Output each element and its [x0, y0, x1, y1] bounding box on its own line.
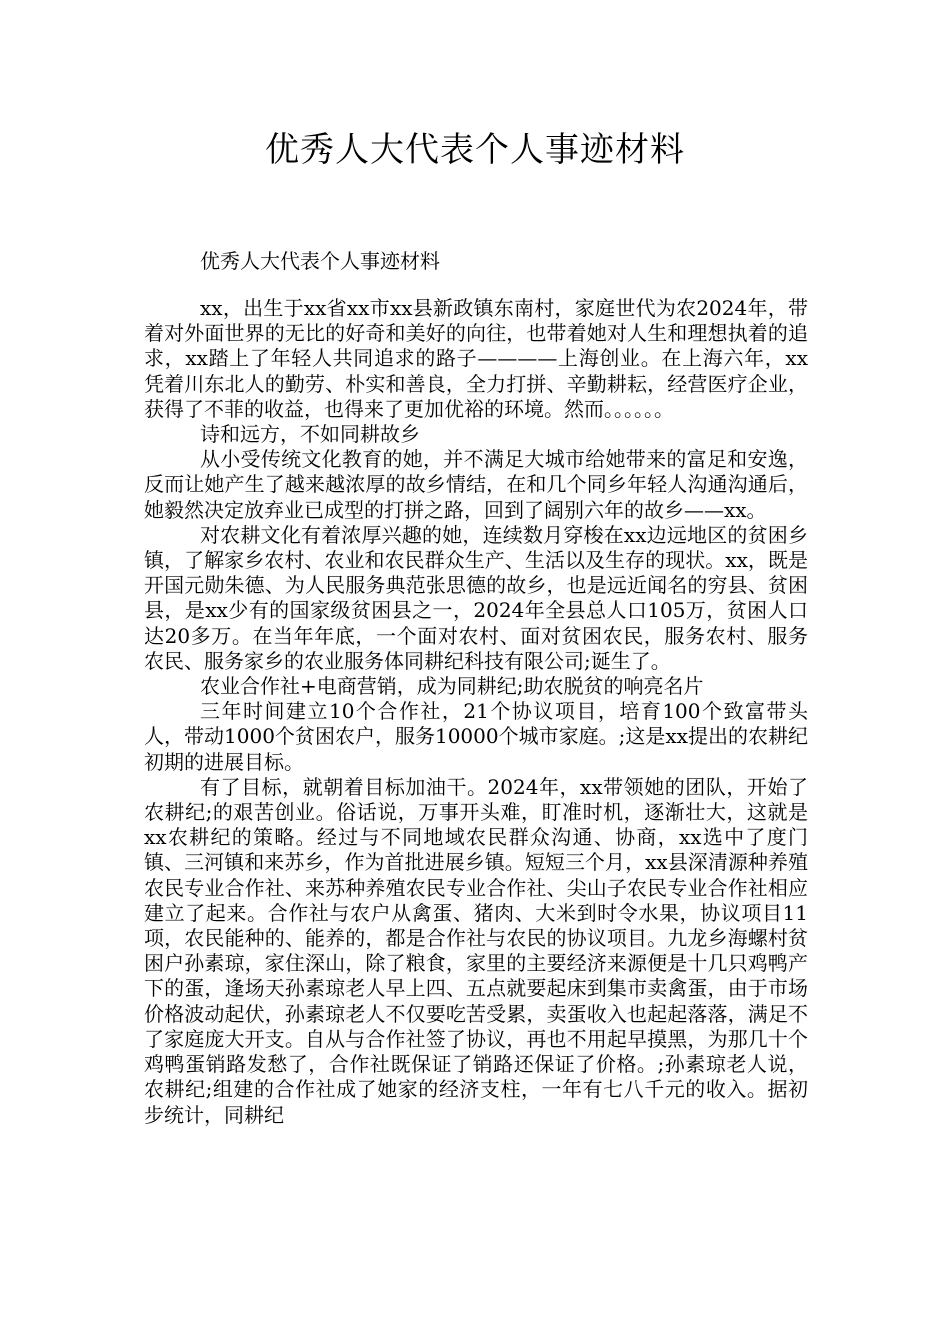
paragraph-intro: xx，出生于xx省xx市xx县新政镇东南村，家庭世代为农2024年，带着对外面世界的无比的好奇和美好的向往，也带着她对人生和理想执着的追求，xx踏上了年轻人共同追求的路子————上海创业。在上海六年，xx凭着川东北人的勤劳、朴实和善良，全力打拼、辛勤耕耘，经营医疗企业，获得了不菲的收益，也得来了更加优裕的环境。然而。。。。。。	[144, 296, 808, 421]
paragraph-goals: 三年时间建立10个合作社，21个协议项目，培育100个致富带头人，带动1000个贫困农户，服务10000个城市家庭。;这是xx提出的农耕纪初期的进展目标。	[144, 699, 808, 774]
document-subtitle: 优秀人大代表个人事迹材料	[200, 249, 440, 273]
paragraph-return-home: 从小受传统文化教育的她，并不满足大城市给她带来的富足和安逸，反而让她产生了越来越浓厚的故乡情结，在和几个同乡年轻人沟通沟通后，她毅然决定放弃业已成型的打拼之路，回到了阔别六年的故乡——xx。	[144, 447, 808, 522]
paragraph-company-founding: 对农耕文化有着浓厚兴趣的她，连续数月穿梭在xx边远地区的贫困乡镇，了解家乡农村、农业和农民群众生产、生活以及生存的现状。xx，既是开国元勋朱德、为人民服务典范张思德的故乡，也是远近闻名的穷县、贫困县，是xx少有的国家级贫困县之一，2024年全县总人口105万，贫困人口达20多万。在当年年底，一个面对农村、面对贫困农民，服务农村、服务农民、服务家乡的农业服务体同耕纪科技有限公司;诞生了。	[144, 522, 808, 673]
section-heading-cooperative: 农业合作社+电商营销，成为同耕纪;助农脱贫的响亮名片	[200, 674, 704, 699]
document-title: 优秀人大代表个人事迹材料	[265, 130, 685, 170]
section-heading-poetry: 诗和远方，不如同耕故乡	[200, 422, 420, 447]
paragraph-development: 有了目标，就朝着目标加油干。2024年，xx带领她的团队，开始了农耕纪;的艰苦创业。俗话说，万事开头难，盯准时机，逐渐壮大，这就是xx农耕纪的策略。经过与不同地域农民群众沟通、协商，xx选中了度门镇、三河镇和来苏乡，作为首批进展乡镇。短短三个月，xx县深清源种养殖农民专业合作社、来苏种养殖农民专业合作社、尖山子农民专业合作社相应建立了起来。合作社与农户从禽蛋、猪肉、大米到时令水果，协议项目11项，农民能种的、能养的，都是合作社与农民的协议项目。九龙乡海螺村贫困户孙素琼，家住深山，除了粮食，家里的主要经济来源便是十几只鸡鸭产下的蛋，逢场天孙素琼老人早上四、五点就要起床到集市卖禽蛋，由于市场价格波动起伏，孙素琼老人不仅要吃苦受累，卖蛋收入也起起落落，满足不了家庭庞大开支。自从与合作社签了协议，再也不用起早摸黑，为那几十个鸡鸭蛋销路发愁了，合作社既保证了销路还保证了价格。;孙素琼老人说，农耕纪;组建的合作社成了她家的经济支柱，一年有七八千元的收入。据初步统计，同耕纪	[144, 774, 808, 1127]
document-body	[144, 296, 808, 1128]
